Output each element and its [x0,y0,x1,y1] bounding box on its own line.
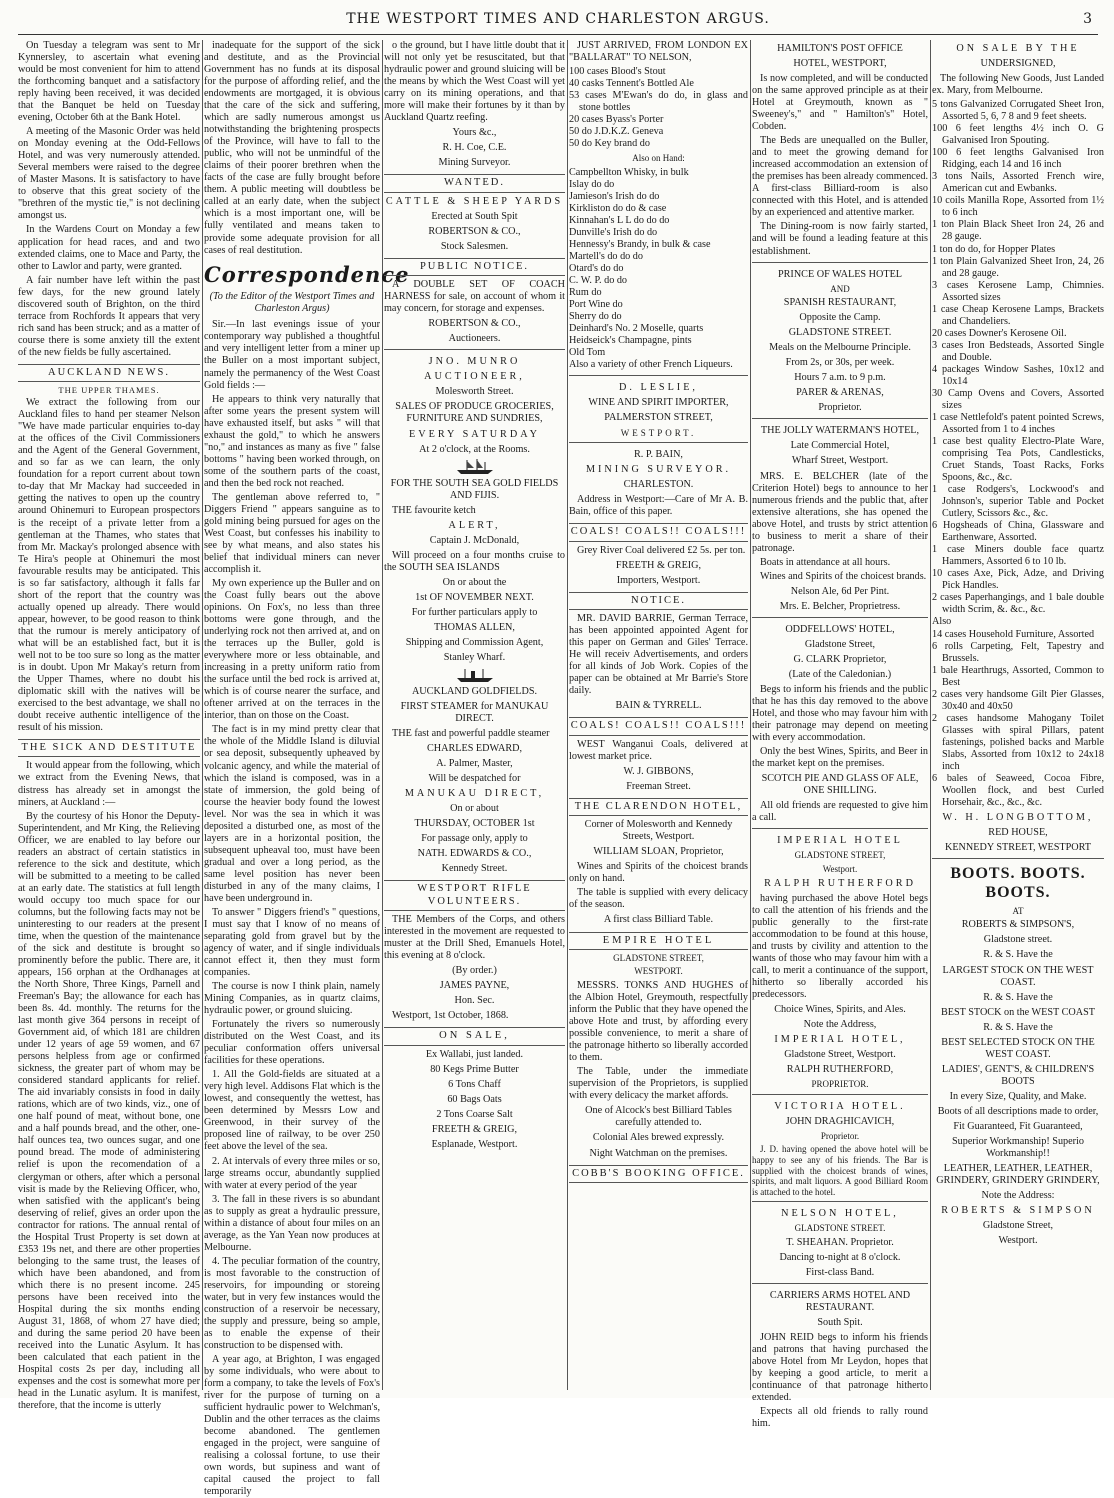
item-list [569,167,748,372]
ad-line: THE favourite ketch [392,504,476,516]
ad-line: Westport. [822,863,858,874]
letter-paragraph: 3. The fall in these rivers is so abundant as to supply as great a hydraulic pressure, within a distance of about four miles on an average, as the Yan Yean now produces at Melbourne. [204,1193,380,1253]
letter-paragraph: 2. At intervals of every three miles or so, large streams occur, abundantly supplied with water at every period of the year [204,1155,380,1191]
ad-body: MRS. E. BELCHER (late of the Criterion Hotel) begs to announce to her numerous friends and the public that, after extensive alterations, she has opened the above Hotel, and trusts by strict attention to business to merit a share of their patronage. [752,470,928,554]
ad-line: Molesworth Street. [435,386,514,398]
ad-body: THE Members of the Corps, and others interested in the movement are requested to muster at the Drill Shed, Emanuels Hotel, this evening at 8 o'clock. [384,914,565,962]
ad-body: Expects all old friends to rally round him. [752,1406,928,1430]
list-item: 3 cases Kerosene Lamp, Chimnies. Assorted sizes [932,279,1104,303]
column-5 [752,40,928,1430]
ad-line: Gladstone street. [983,934,1053,946]
ad-body: The table is supplied with every delicacy of the season. [569,887,748,911]
ad-line: Boots of all descriptions made to order, [937,1105,1099,1117]
ad-line: Gladstone Street, [804,638,876,650]
ad-headline: ON SALE, [384,1027,565,1045]
list-item: 2 cases very handsome Gilt Pier Glasses, 30x40 and 40x50 [932,688,1104,712]
ad-body: MESSRS. TONKS AND HUGHES of the Albion Hotel, Greymouth, respectfully inform the Public that they have opened the above Hote and trust, by affording every possible convenience, to merit a share of the patronage hitherto so liberally accorded to them. [569,980,748,1064]
list-item: 1 ton Plain Black Sheet Iron 24, 26 and 28 gauge. [932,219,1104,243]
ad-headline: NELSON HOTEL, [781,1208,899,1220]
list-item: 1 case best quality Electro-Plate Ware, comprising Tea Pots, Candlesticks, Cruet Stands, Toast Racks, Forks Spoons, &c., &c. [932,436,1104,484]
list-item: Otard's do do [569,263,624,275]
list-item: 6 bales of Seaweed, Cocoa Fibre, Woollen flock, and best Curled Horsehair, &c., &c., &c. [932,772,1104,808]
list-item: 3 cases Iron Bedsteads, Assorted Single and Double. [932,339,1104,363]
boots-headline: BOOTS. BOOTS. BOOTS. [950,865,1086,901]
item-list [569,66,748,150]
ad-line: WINE AND SPIRIT IMPORTER, [588,397,729,409]
list-item: 2 cases handsome Mahogany Toilet Glasses with spiral Pillars, patent fastenings, polished backs and Marble Slabs, Assorted from 10x12 to 24x18 inch [932,712,1104,772]
ad-headline: IMPERIAL HOTEL [777,835,903,847]
ad-line: Hon. Sec. [454,995,495,1007]
list-item: 10 cases Axe, Pick, Adze, and Driving Pick Handles. [932,568,1104,592]
ad-body: J. D. having opened the above hotel will be happy to see any of his friends. The Bar is supplied with the choicest brands of wines, spirits, and malt liquors. A good Billiard Room is attached to the hotel. [752,1144,928,1197]
list-item: Also [932,616,952,628]
list-item: 2 Tons Coarse Salt [436,1108,513,1120]
letter-paragraph: 4. The peculiar formation of the country, is most favorable to the construction of reservoirs, for impounding or storeing water, but in very few instances would the construction of a reservoir be necessary, the supply and pressure, being so ample, as to enable the expense of their construction to be dispensed with. [204,1255,380,1351]
list-item: 6 Tons Chaff [448,1078,501,1090]
list-item: 1 case Rodgers's, Lockwood's and Johnson's, superior Table and Pocket Cutlery, Scissors &c., &c. [932,484,1104,520]
list-item: Jamieson's Irish do do [569,190,660,202]
list-item: 100 6 feet lengths 4½ inch O. G Galvanised Iron Spouting. [932,123,1104,147]
ad-headline: HAMILTON'S POST OFFICE [777,43,903,54]
list-item: 6 rolls Carpeting, Felt, Tapestry and Brussels. [932,640,1104,664]
ad-body: Wines and Spirits of the choicest brands only on hand. [569,861,748,885]
ad-line: On or about [450,803,499,815]
letter-paragraph: The course is now I think plain, namely Mining Companies, as in quartz claims, hydraulic power, or ground sluicing. [204,981,380,1017]
list-item: 30 Camp Ovens and Covers, Assorted sizes [932,387,1104,411]
ad-line: Proprietor. [820,1130,860,1141]
ad-body: Will proceed on a four months cruise to the SOUTH SEA ISLANDS [384,549,565,573]
column-2 [204,40,410,1498]
ad-body: JOHN REID begs to inform his friends and patrons that having purchased the above Hotel from Mr Leydon, hopes that by keeping a good article, to merit a continuance of that patronage hitherto extended. [752,1332,928,1404]
letter-signer-title: Mining Surveyor. [438,157,511,169]
ad-line: Importers, Westport. [616,574,701,586]
ad-line: Hours 7 a.m. to 9 p.m. [794,372,886,384]
ship-name: CHARLES EDWARD, [426,743,523,755]
letter-paragraph: The gentleman above referred to, " Diggers Friend " appears sanguine as to gold mining being pursued for ages on the West Coast, but confesses his inability to see by what means, and also states his belief that individual miners can never accomplish it. [204,491,380,576]
ad-line: Erected at South Spit [431,210,518,222]
ad-line: Colonial Ales brewed expressly. [592,1132,725,1144]
list-item: 40 casks Tennent's Bottled Ale [569,78,694,90]
letter-signer: R. H. Coe, C.E. [442,142,507,154]
news-paragraph: A meeting of the Masonic Order was held on Monday evening at the Odd-Fellows Hotel, and was very numerously attended. Several members were raised to the degree of Master Masons. It is satisfactory to have to observe that this great society of the "brethren of the mystic tie," is not declining amongst us. [18,126,200,222]
ad-line: MINING SURVEYOR. [585,464,732,476]
ad-line: (Late of the Caledonian.) [788,668,892,680]
ad-firm: FREETH & GREIG, [615,559,702,571]
letter-paragraph: Sir.—In last evenings issue of your contemporary way published a thoughtful and very intelligent letter from a miner up the Buller on a most important subject, namely the permanency of the West Coast Gold fields :— [204,319,380,391]
ad-headline: WESTPORT RIFLE VOLUNTEERS. [384,880,565,911]
ad-headline: FOR THE SOUTH SEA GOLD FIELDS AND FIJIS. [390,477,559,501]
page-header [18,8,1098,35]
ad-subheading: Also on Hand: [632,153,685,164]
ad-line: Gladstone Street, Westport. [784,1048,896,1060]
column-1 [18,40,200,1412]
ad-line: Opposite the Camp. [799,312,881,324]
ad-line: Fit Guaranteed, Fit Guaranteed, [953,1120,1083,1132]
ad-firm: ROBERTSON & CO., [428,318,521,330]
ad-line: Superior Workmanship! Superio Workmanship!! [952,1135,1084,1159]
list-item: Rum do [569,287,602,299]
ad-body: All old friends are requested to give him a call. [752,800,928,824]
ad-line: AUCTIONEER, [424,371,525,383]
list-item: Islay do do [569,178,615,190]
ad-line: 1st OF NOVEMBER NEXT. [415,591,534,603]
ad-line: For passage only, apply to [421,833,528,845]
ad-headline: ON SALE BY THE [956,43,1080,54]
ad-line: PALMERSTON STREET, [604,412,713,424]
ad-firm: RALPH RUTHERFORD [764,877,916,889]
ad-line: R. & S. Have the [983,949,1053,961]
list-item: Kirkliston do do & case [569,202,667,214]
ad-line: In every Size, Quality, and Make. [949,1090,1087,1102]
ad-line: One of Alcock's best Billiard Tables carefully attended to. [585,1105,732,1129]
ad-line: Late Commercial Hotel, [790,440,890,452]
list-item: Also a variety of other French Liqueurs. [569,359,733,371]
ad-body: Begs to inform his friends and the public that he has this day removed to the above Hotel, and those who may favour him with their patronage may depend on meeting with every accommodation. [752,683,928,744]
ad-body: The Dining-room is now fairly started, and will be found a leading feature at this establishment. [752,221,928,257]
ad-line: Choice Wines, Spirits, and Ales. [774,1003,906,1015]
ad-line: Gladstone Street, [982,1220,1054,1232]
ad-line: South Spit. [817,1317,863,1329]
goods-list [932,99,1104,809]
ad-line: On or about the [442,576,507,588]
ad-body: Address in Westport:—Care of Mr A. B. Bain, office of this paper. [569,494,748,518]
ad-line: First-class Band. [805,1267,875,1279]
list-item: Old Tom [569,347,606,359]
ad-firm: Mrs. E. Belcher, Proprietress. [779,600,901,612]
wanted-heading: WANTED. [384,174,565,192]
list-item: 80 Kegs Prime Butter [430,1063,519,1075]
ad-line: Captain J. McDonald, [429,534,520,546]
ad-body: Is now completed, and will be conducted on the same approved principle as at their Hotel at Greymouth, known as " Sweeney's," and " Hamilton's" Hotel, Cobden. [752,73,928,133]
list-item: 4 packages Window Sashes, 10x12 and 10x14 [932,363,1104,387]
list-item: Hennessy's Brandy, in bulk & case [569,239,711,251]
list-item: Heidseick's Champagne, pints [569,335,692,347]
ad-headline: AUCKLAND GOLDFIELDS. [411,685,538,697]
newspaper-title: THE WESTPORT TIMES AND CHARLESTON ARGUS. [346,11,770,27]
page-number: 3 [1083,11,1092,27]
ad-firm: T. SHEAHAN. Proprietor. [786,1237,894,1249]
ad-line: Auctioneers. [448,333,501,345]
list-item: 20 cases Byass's Porter [569,114,664,126]
ad-line: SPANISH RESTAURANT, [783,297,897,309]
ad-line: HOTEL, WESTPORT, [793,58,887,70]
list-item: 20 cases Downer's Kerosene Oil. [932,327,1067,339]
ad-body: Grey River Coal delivered £2 5s. per ton. [577,544,746,556]
ad-headline: CATTLE & SHEEP YARDS [385,195,564,207]
ad-headline: THE JOLLY WATERMAN'S HOTEL, [760,425,920,437]
ad-firm: JAMES PAYNE, [439,980,510,992]
ad-line: Note the Address, [803,1018,877,1030]
list-item: Dunville's Irish do do [569,227,658,239]
ad-line: Stanley Wharf. [443,651,506,663]
ad-firm: NATH. EDWARDS & CO., [417,848,532,860]
ad-line: WESTPORT. [620,427,697,438]
list-item: 100 cases Blood's Stout [569,66,666,78]
ad-line: From 2s, or 30s, per week. [785,357,895,369]
ad-line: BEST STOCK on the WEST COAST [940,1006,1096,1018]
ad-body: having purchased the above Hotel begs to call the attention of his friends and the public generally to the first-rate accommodation to be found at this house, and trusts by civility and attention to the wants of those who may favour him with a call, to merit a continuance of the support, hitherto so liberally accorded his predecessors. [752,892,928,1000]
news-paragraph: In the Wardens Court on Monday a few application for head races, and and two extended claims, one to Mace and Party, the other to Lawlor and party, were granted. [18,224,200,272]
ship-name: ALERT, [448,519,501,531]
ad-line: UNDERSIGNED, [980,58,1056,70]
ad-body: The following New Goods, Just Landed ex. Mary, from Melbourne. [932,73,1104,97]
ad-line: Stock Salesmen. [440,240,509,252]
news-paragraph: It would appear from the following, which we extract from the Evening News, that distress has already set in amongst the miners, at Auckland :— [18,760,200,808]
ad-body: A DOUBLE SET OF COACH HARNESS for sale, on account of whom it may concern, for storage and expenses. [384,279,565,315]
news-paragraph: By the courtesy of his Honor the Deputy-Superintendent, and Mr King, the Relieving Officer, we are enabled to lay before our readers an abstract of certain statistics in reference to the sick and destitute, which will be submitted to a meeting to be called at an early date. The statistics at full length would occupy too much space for our columns, but the following facts may not be uninteresting to our readers at the present time, when the question of the maintenance of the sick and destitute is brought so prominently before the public. There are, it appears, 156 orphan at the Ordhanages at the North Shore, Three Kings, Parnell and Freeman's Bay; the allowance for each has been 8s. 4d. monthly. The returns for the last month give 364 persons in receipt of Government aid, of which 181 are children under 12 years of age 59 women, and 67 persons helpless from age or confirmed sickness, the greater part of whom may be considered standard applicants for relief. The aid invariably consists in food in daily rations, which are of two kinds, viz., one of one half pound of meat, without bone, one and a half pounds bread, and the other, one-half ounces tea, two ounces sugar, and one pound bread. The mode of administering relief is upon the recomendation of a clergyman or others, after which a personal visit is made by the Relieving Officer, who, when satisfied with the applicant's being deserving of relief, gives an order upon the contractor for rations. The annual rental of the Hospital Trust Property is set down at £353 19s net, and there are other properties belonging to the same trust, the leases of which have been abandoned, and from which there is no present income. 245 persons have been received into the Hospital during the six months ending August 31, 1868, of whom 27 have died; and during the same period 20 have been received into the Lunatic Asylum. It has been calculated that each patient in the Hospital costs 2s per day, including all expenses and the cost is somewhat more per head in the Lunatic asylum. It is manifest, therefore, that the income is utterly [18,810,200,1412]
ad-line: GLADSTONE STREET. [788,327,892,339]
ad-headline: R. P. BAIN, [634,449,683,461]
ad-headline: COALS! COALS!! COALS!!! [569,717,748,735]
ad-line: Esplanade, Westport. [431,1138,518,1150]
columns [18,40,1106,1498]
list-item: 53 cases M'Ewan's do do, in glass and stone bottles [569,90,748,114]
ad-line: Ex Wallabi, just landed. [425,1048,524,1060]
ad-line: MANUKAU DIRECT, [404,788,545,800]
ad-line: Dancing to-night at 8 o'clock. [779,1252,901,1264]
news-paragraph: A fair number have left within the past few days, for the new ground lately discovered south of Brighton, on the third terrace from Rochfords It appears that very rich sand has been struck; and as a matter of course there is some anxiety till the extent of the new fields be fully ascertained. [18,274,200,358]
ad-line: R. & S. Have the [983,991,1053,1003]
ad-body: Only the best Wines, Spirits, and Beer in the market kept on the premises. [752,746,928,770]
ad-firm: W. J. GIBBONS, [623,765,694,777]
ad-line: Westport. [998,1235,1038,1247]
ad-line: AND [830,283,850,294]
ad-line: SCOTCH PIE AND GLASS OF ALE, ONE SHILLING. [761,773,919,797]
ad-firm: ROBERTSON & CO., [428,225,521,237]
ad-headline: VICTORIA HOTEL. [774,1100,906,1112]
list-item: 100 6 feet lengths Galvanised Iron Ridging, each 14 and 16 inch [932,147,1104,171]
list-item: 3 tons Nails, Assorted French wire, American cut and Ewbanks. [932,171,1104,195]
column-3 [384,40,565,1392]
ad-headline: JUST ARRIVED, FROM LONDON EX "BALLARAT" TO NELSON, [569,40,748,64]
ad-line: A. Palmer, Master, [436,758,513,770]
ad-line: R. & S. Have the [983,1021,1053,1033]
ad-firm: W. H. LONGBOTTOM, [942,811,1094,823]
ad-body: Wines and Spirits of the choicest brands. [760,570,927,582]
column-6 [932,40,1104,1392]
ad-line: BEST SELECTED STOCK ON THE WEST COAST. [941,1036,1095,1060]
ad-line: Nelson Ale, 6d Per Pint. [790,585,890,597]
ad-headline: ODDFELLOWS' HOTEL, [785,623,895,635]
letter-paragraph: The fact is in my mind pretty clear that the whole of the Middle Island is diluvial or sea deposit, subsequently upheaved by volcanic agency, and while the material of which the island is composed, was in a state of immersion, the gold being of course the heavier body found the lowest level. Nor was the sea in which it was deposited a disturbed one, as most of the layers are in a horizontal position, the subsequent upheaval too, must have been gradual and over a long period, as the same level position has never been disturbed in any of the many claims, I have been underground in. [204,724,380,904]
ad-body: The Table, under the immediate supervision of the Proprietors, is supplied with every delicacy the market affords. [569,1066,748,1102]
ad-line: Will be despatched for [428,773,521,785]
ad-firm: FREETH & GREIG, [431,1123,518,1135]
ad-body: THE fast and powerful paddle steamer [392,728,550,740]
letter-paragraph: o the ground, but I have little doubt that it will not only yet be resuscitated, but that hydraulic power and ground sluicing will be the means by which the West Coast will yet carry on its mining operations, and that more will make their fortunes by it than by Auckland Quartz reefing. [384,40,565,124]
letter-paragraph: My own experience up the Buller and on the Coast fully bears out the above opinions. On Fox's, no less than three bottoms were gone through, and the underlying rock not then arrived at, and on the terraces up the Buller, gold is everywhere more or less obtainable, and increasing in a pretty uniform ratio from the surface until the bed rock is arrived at, which is of course nearer the surface, and oftener arrived at on the terraces in the interior, than on those on the Coast. [204,578,380,722]
ad-line: CHARLESTON. [623,479,694,491]
ad-line: PROPRIETOR. [811,1079,869,1090]
section-heading: AUCKLAND NEWS. [18,364,200,382]
ad-headline: PRINCE OF WALES HOTEL [777,268,903,280]
ad-line: KENNEDY STREET, WESTPORT [944,842,1092,854]
list-item: 5 tons Galvanized Corrugated Sheet Iron, Assorted 5, 6, 7 8 and 9 feet sheets. [932,99,1104,123]
news-paragraph: On Tuesday a telegram was sent to Mr Kynnersley, to ascertain what evening would be most convenient for him to attend the forthcoming banquet and a satisfactory reply having been received, it was decided that the Banquet be held on Tuesday evening, October 6th at the Bank Hotel. [18,40,200,124]
list-item: 1 bale Hearthrugs, Assorted, Common to Best [932,664,1104,688]
letter-paragraph: To answer " Diggers friend's " questions, I must say that I know of no means of separating gold from gravel but by the agency of water, and if single individuals cannot effect it, then they must form companies. [204,906,380,979]
ad-line: Note the Address: [981,1190,1055,1202]
ad-body: WEST Wanganui Coals, delivered at lowest market price. [569,738,748,762]
ad-headline: JNO. MUNRO [428,356,521,368]
ad-line: WESTPORT. [634,966,683,977]
ad-line: EVERY SATURDAY [409,428,540,440]
ad-line: (By order.) [452,965,497,977]
ad-line: GLADSTONE STREET. [794,1223,886,1234]
list-item: 1 case Miners double face quartz Hammers, Assorted 6 to 10 lb. [932,544,1104,568]
list-item: 1 case Nettlefold's patent pointed Screws, Assorted from 1 to 4 inches [932,411,1104,435]
ad-firm: G. CLARK Proprietor, [793,653,887,665]
list-item: 1 ton do do, for Hopper Plates [932,243,1056,255]
list-item: Campbellton Whisky, in bulk [569,166,689,178]
ad-body: MR. DAVID BARRIE, German Terrace, has been appointed appointed Agent for this paper on German and Giles' Terrace. He will receiv Advertisements, and orders for all kinds of Job Work. Copies of the paper can be obtained at Mr Barrie's Store daily. [569,613,748,697]
ad-line: Shipping and Commission Agent, [405,636,544,648]
ad-line: Wharf Street, Westport. [791,455,889,467]
ship-icon [384,459,565,475]
ad-line: SALES OF PRODUCE GROCERIES, FURNITURE AND SUNDRIES, [395,401,554,425]
list-item: 6 Hogsheads of China, Glassware and Earthenware, Assorted. [932,520,1104,544]
list-item: 1 case Cheap Kerosene Lamps, Brackets and Chandeliers. [932,303,1104,327]
ad-body: The Beds are unequalled on the Buller, and to meet the growing demand for increased accommodation an extension of the premises has been already commenced. A first-class Billiard-room is also connected with this Hotel, and is attended by an experienced and attentive marker. [752,135,928,219]
letter-paragraph: A year ago, at Brighton, I was engaged by some individuals, who were about to form a company, to take the levels of Fox's river for the purpose of turning on a sufficient hydraulic power to Welchman's, Dublin and the other terraces as the claims become abandoned. The gentlemen engaged in the project, were sanguine of realising a colossal fortune, to use their own words, but supiness and want of capital caused the project to fall temporarily [204,1354,380,1498]
ad-firm: JOHN DRAGHICAVICH, [785,1115,895,1127]
list-item: Sherry do do [569,311,622,323]
ad-firm: WILLIAM SLOAN, Proprietor, [593,846,724,858]
ad-firm: THOMAS ALLEN, [434,621,515,633]
ad-line: A first class Billiard Table. [603,914,714,926]
ad-line: GLADSTONE STREET, [613,952,704,963]
ad-headline: THE CLARENDON HOTEL, [569,798,748,816]
list-item: 14 cases Household Furniture, Assorted [932,628,1095,640]
letter-closing: Yours &c., [452,127,497,139]
ad-firm: ROBERTS & SIMPSON [941,1205,1095,1217]
section-heading: THE SICK AND DESTITUTE [18,739,200,757]
ad-line: IMPERIAL HOTEL, [774,1033,906,1045]
ad-line: Freeman Street. [626,780,691,792]
notice-heading: PUBLIC NOTICE. [384,258,565,276]
subheading: THE UPPER THAMES. [58,385,160,396]
ad-headline: CARRIERS ARMS HOTEL AND RESTAURANT. [769,1290,911,1314]
list-item: 60 Bags Oats [447,1093,502,1105]
news-paragraph: inadequate for the support of the sick and destitute, and as the Provincial Government has no funds at its disposal for the purpose of affording relief, and the endowments are mortgaged, it is obvious that the care of the sick and suffering, which are sadly numerous amongst us notwithstanding the brightening prospects of the Province, will have to fall to the public, who will not be unmindful of the claims of their poorer brethren when the facts of the case are fully brought before them. A public meeting will doubtless be called at an early date, when the subject which is a most important one, will be fully ventilated and means taken to provide some adequate provision for all cases of real destitution. [204,40,380,256]
ad-headline: EMPIRE HOTEL [569,932,748,950]
ad-line: Corner of Molesworth and Kennedy Streets, Westport. [584,819,733,843]
ad-line: GLADSTONE STREET, [794,850,886,861]
ad-line: Proprietor. [818,402,862,414]
list-item: 10 coils Manilla Rope, Assorted from 1½ to 6 inch [932,195,1104,219]
list-item: 1 ton Plain Galvanized Sheet Iron, 24, 26 and 28 gauge. [932,255,1104,279]
ad-line: Meals on the Melbourne Principle. [769,342,911,354]
ad-firm: ROBERTS & SIMPSON'S, [961,919,1075,931]
letter-paragraph: Fortunately the rivers so numerously distributed on the West Coast, and its peculiar conformation offers universal facilities for these operations. [204,1019,380,1067]
letter-paragraph: 1. All the Gold-fields are situated at a very high level. Addisons Flat which is the lowest, and consequently the wettest, has been determined by Messrs Low and Greenwood, in their survey of the proposed line of railway, to be over 250 feet above the level of the sea. [204,1069,380,1153]
list-item: 2 cases Paperhangings, and 1 bale double width Scrim, &. &c., &c. [932,592,1104,616]
ad-firm: RALPH RUTHERFORD, [786,1064,894,1076]
ad-line: LADIES', GENT'S, & CHILDREN'S BOOTS [941,1063,1095,1087]
editor-line: (To the Editor of the Westport Times and Charleston Argus) [209,291,375,315]
ad-line: Kennedy Street. [441,863,508,875]
correspondence-heading: Correspondence [204,261,410,287]
ad-line: AT [1012,905,1024,916]
ad-body: Boats in attendance at all hours. [760,556,891,568]
list-item: Martell's do do do [569,251,643,263]
list-item: Port Wine do [569,299,623,311]
ad-firm: PARER & ARENAS, [796,387,884,399]
ad-line: Westport, 1st October, 1868. [392,1010,509,1022]
column-4 [569,40,748,1392]
ad-line: LEATHER, LEATHER, LEATHER, GRINDERY, GRINDERY GRINDERY, [936,1162,1100,1186]
ad-line: For further particulars apply to [411,606,538,618]
ad-line: THURSDAY, OCTOBER 1st [414,818,535,830]
list-item: 50 do Key brand do [569,138,650,150]
list-item: Deinhard's No. 2 Moselle, quarts [569,323,704,335]
list-item: Kinnahan's L L do do do [569,215,670,227]
steamer-icon [384,667,565,683]
ad-line: At 2 o'clock, at the Rooms. [419,443,530,455]
ad-line: RED HOUSE, [988,827,1048,838]
notice-heading: NOTICE. [569,592,748,610]
list-item: C. W. P. do do [569,275,628,287]
ad-headline: COALS! COALS!! COALS!!! [569,523,748,541]
ad-headline: COBB'S BOOKING OFFICE. [569,1165,748,1183]
letter-paragraph: He appears to think very naturally that after some years the present system will have exhausted itself, but asks " will that exhaust the gold," to which he answers "no," and instances as many as five " false bottoms " having been worked through, on some of the southern parts of the coast, and then the bed rock not reached. [204,393,380,489]
ad-line: LARGEST STOCK ON THE WEST COAST. [942,964,1094,988]
news-paragraph: We extract the following from our Auckland files to hand per steamer Nelson "We have made particular enquiries to-day at the offices of the Civil Commissioners and the Agent of the General Government, and so far as we can learn, the only foundation for a report current about town to-day that Mr Mackay had succeeded in getting the natives to open up the country around Ohinemuri to European prospectors is the receipt of a private letter from a gentleman at the Thames, who states that from Mr. Mackay's prolonged absence with Te Hira's people at Ohinemuri the most favourable results may be anticipated. This is so far satisfactory, although it falls far short of the report that the country was actually opened up already. There would appear, however, to be good reason to think that the rumour is merely anticipatory of what will be an established fact, but it is well not to be too sure so long as the matter is in doubt. Upon Mr Makay's return from the Upper Thames, where no doubt his diplomatic skill with the natives will be exercised to the best advantage, we shall no doubt receive authentic intelligence of the result of his mission. [18,397,200,734]
ad-line: Night Watchman on the premises. [589,1147,728,1159]
ad-line: FIRST STEAMER for MANUKAU DIRECT. [400,701,549,725]
list-item: 50 do J.D.K.Z. Geneva [569,126,664,138]
ad-firm: BAIN & TYRRELL. [615,700,702,712]
ad-headline: D. LESLIE, [619,382,698,394]
